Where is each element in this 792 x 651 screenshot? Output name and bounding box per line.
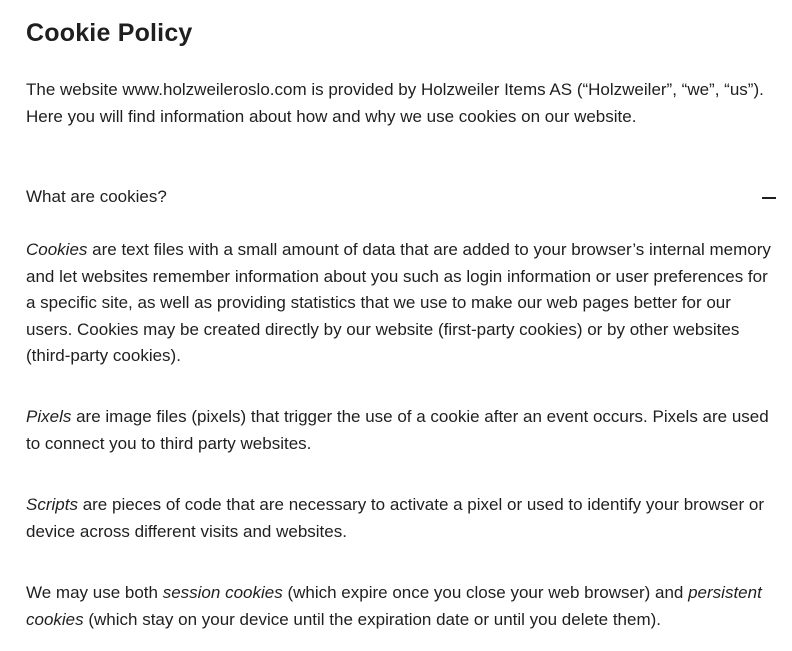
persistent-cookies-term: persistent cookies	[26, 583, 762, 629]
scripts-term: Scripts	[26, 495, 78, 514]
session-middle: (which expire once you close your web browser) and	[282, 583, 689, 602]
pixels-term: Pixels	[26, 407, 72, 426]
pixels-text: are image files (pixels) that trigger the use of a cookie after an event occurs. Pixels are used to connect you to third party websites.	[26, 407, 769, 453]
page-title: Cookie Policy	[26, 19, 193, 47]
cookies-term: Cookies	[26, 240, 88, 259]
pixels-paragraph	[26, 404, 778, 457]
minus-icon[interactable]	[762, 190, 776, 204]
session-paragraph	[26, 580, 786, 633]
cookies-text: are text files with a small amount of data that are added to your browser’s internal memory and let websites remember information about you such as login information or user preferences for a specific site, as well as providing statistics that we use to make our web pages better for our users. Cookies may be created directly by our website (first-party cookies) or by other websites (third-party cookies).	[26, 240, 771, 365]
accordion-what-are-cookies[interactable]	[26, 183, 778, 211]
scripts-paragraph	[26, 492, 778, 545]
scripts-text: are pieces of code that are necessary to activate a pixel or used to identify your browser or device across different visits and websites.	[26, 495, 764, 541]
cookies-paragraph	[26, 237, 778, 370]
session-prefix: We may use both	[26, 583, 163, 602]
intro-paragraph: The website www.holzweileroslo.com is provided by Holzweiler Items AS (“Holzweiler”, “we”, “us”). Here you will find information about how and why we use cookies on our website.	[26, 80, 764, 126]
session-suffix: (which stay on your device until the expiration date or until you delete them).	[83, 609, 662, 629]
accordion-title: What are cookies?	[26, 187, 167, 206]
session-cookies-term: session cookies	[162, 583, 283, 602]
